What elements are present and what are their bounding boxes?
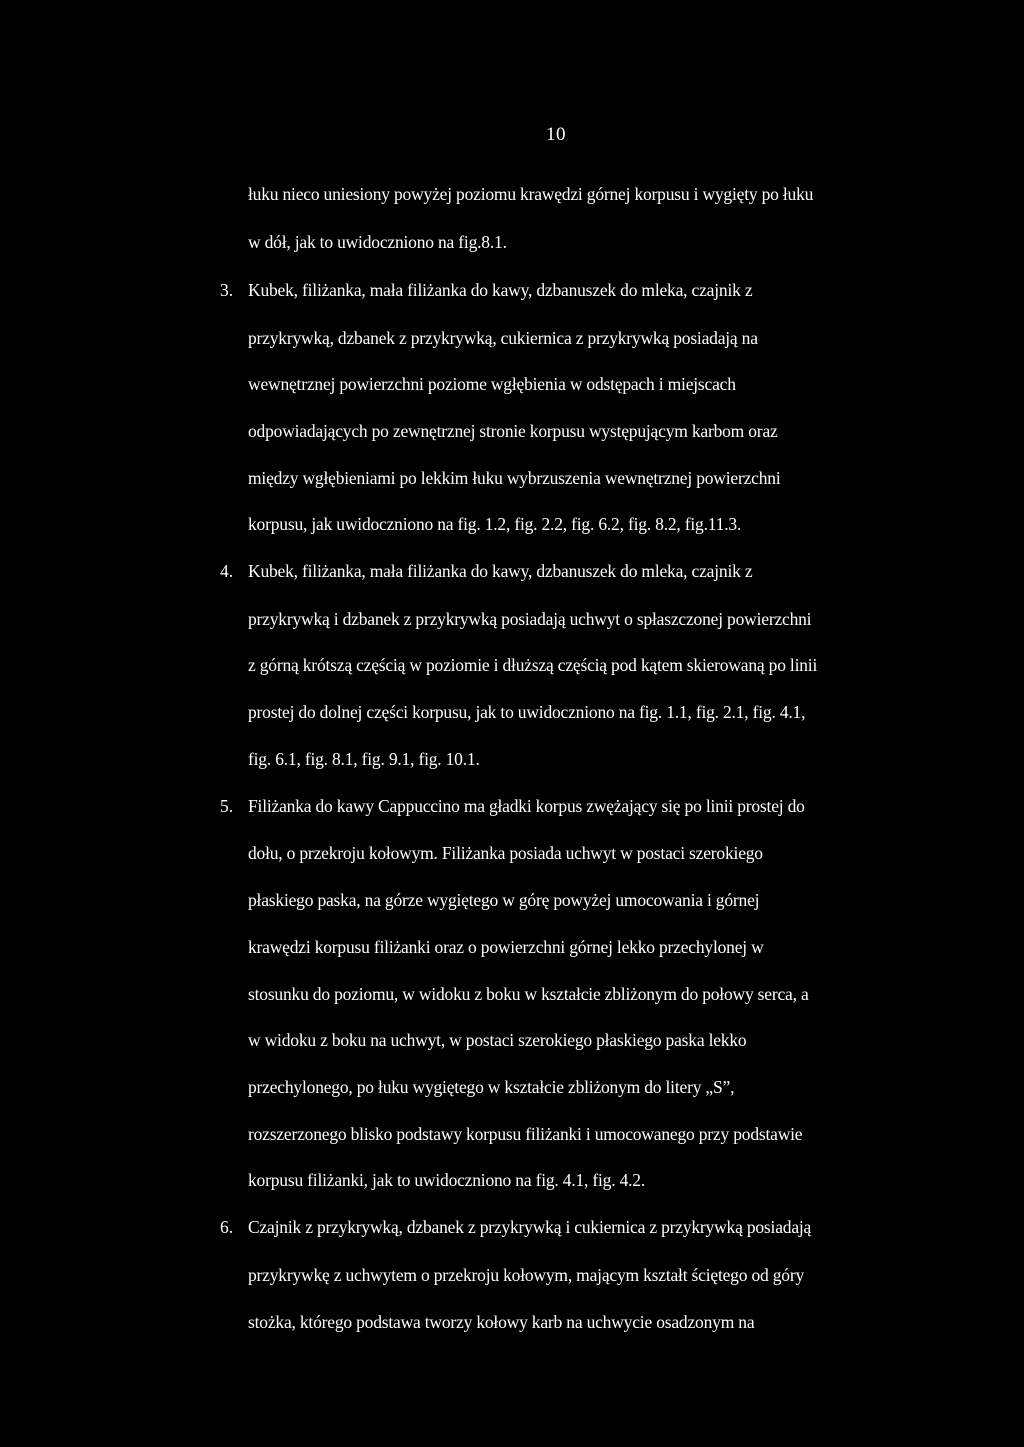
claim-5-line-3: płaskiego paska, na górze wygiętego w górę powyżej umocowania i górnej [248,890,760,910]
page-number: 10 [546,124,566,145]
claim-3-line-2: przykrywką, dzbanek z przykrywką, cukiernica z przykrywką posiadają na [248,328,758,348]
claim-5-number: 5. [220,796,234,816]
claim-5-line-8: rozszerzonego blisko podstawy korpusu filiżanki i umocowanego przy podstawie [248,1124,803,1144]
claim-5-line-6: w widoku z boku na uchwyt, w postaci szerokiego płaskiego paska lekko [248,1030,747,1050]
continuation-line-2: w dół, jak to uwidoczniono na fig.8.1. [248,232,507,252]
claim-4-line-2: przykrywką i dzbanek z przykrywką posiadają uchwyt o spłaszczonej powierzchni [248,609,812,629]
claim-5-line-7: przechylonego, po łuku wygiętego w kształcie zbliżonym do litery „S”, [248,1077,735,1097]
claim-5-line-4: krawędzi korpusu filiżanki oraz o powierzchni górnej lekko przechylonej w [248,937,764,957]
claim-3-line-1: Kubek, filiżanka, mała filiżanka do kawy, dzbanuszek do mleka, czajnik z [248,280,753,300]
claim-6-line-1: Czajnik z przykrywką, dzbanek z przykrywką i cukiernica z przykrywką posiadają [248,1217,812,1237]
claim-5-line-2: dołu, o przekroju kołowym. Filiżanka posiada uchwyt w postaci szerokiego [248,843,763,863]
claim-3-line-5: między wgłębieniami po lekkim łuku wybrzuszenia wewnętrznej powierzchni [248,468,781,488]
claim-3-line-3: wewnętrznej powierzchni poziome wgłębienia w odstępach i miejscach [248,374,736,394]
claim-3-line-6: korpusu, jak uwidoczniono na fig. 1.2, fig. 2.2, fig. 6.2, fig. 8.2, fig.11.3. [248,514,742,534]
claim-5-line-5: stosunku do poziomu, w widoku z boku w kształcie zbliżonym do połowy serca, a [248,984,809,1004]
claim-4-number: 4. [220,561,234,581]
claim-5-line-1: Filiżanka do kawy Cappuccino ma gładki korpus zwężający się po linii prostej do [248,796,805,816]
claim-6-line-3: stożka, którego podstawa tworzy kołowy karb na uchwycie osadzonym na [248,1312,755,1332]
claim-6-number: 6. [220,1217,234,1237]
claim-4-line-4: prostej do dolnej części korpusu, jak to uwidoczniono na fig. 1.1, fig. 2.1, fig. 4.1, [248,702,806,722]
claim-4-line-3: z górną krótszą częścią w poziomie i dłuższą częścią pod kątem skierowaną po linii [248,655,818,675]
claim-4-line-1: Kubek, filiżanka, mała filiżanka do kawy, dzbanuszek do mleka, czajnik z [248,561,753,581]
claim-3-line-4: odpowiadających po zewnętrznej stronie korpusu występującym karbom oraz [248,421,778,441]
claim-3-number: 3. [220,280,234,300]
claim-5-line-9: korpusu filiżanki, jak to uwidoczniono na fig. 4.1, fig. 4.2. [248,1170,646,1190]
continuation-line-1: łuku nieco uniesiony powyżej poziomu krawędzi górnej korpusu i wygięty po łuku [248,184,814,204]
claim-4-line-5: fig. 6.1, fig. 8.1, fig. 9.1, fig. 10.1. [248,749,480,769]
claim-6-line-2: przykrywkę z uchwytem o przekroju kołowym, mającym kształt ściętego od góry [248,1265,805,1285]
